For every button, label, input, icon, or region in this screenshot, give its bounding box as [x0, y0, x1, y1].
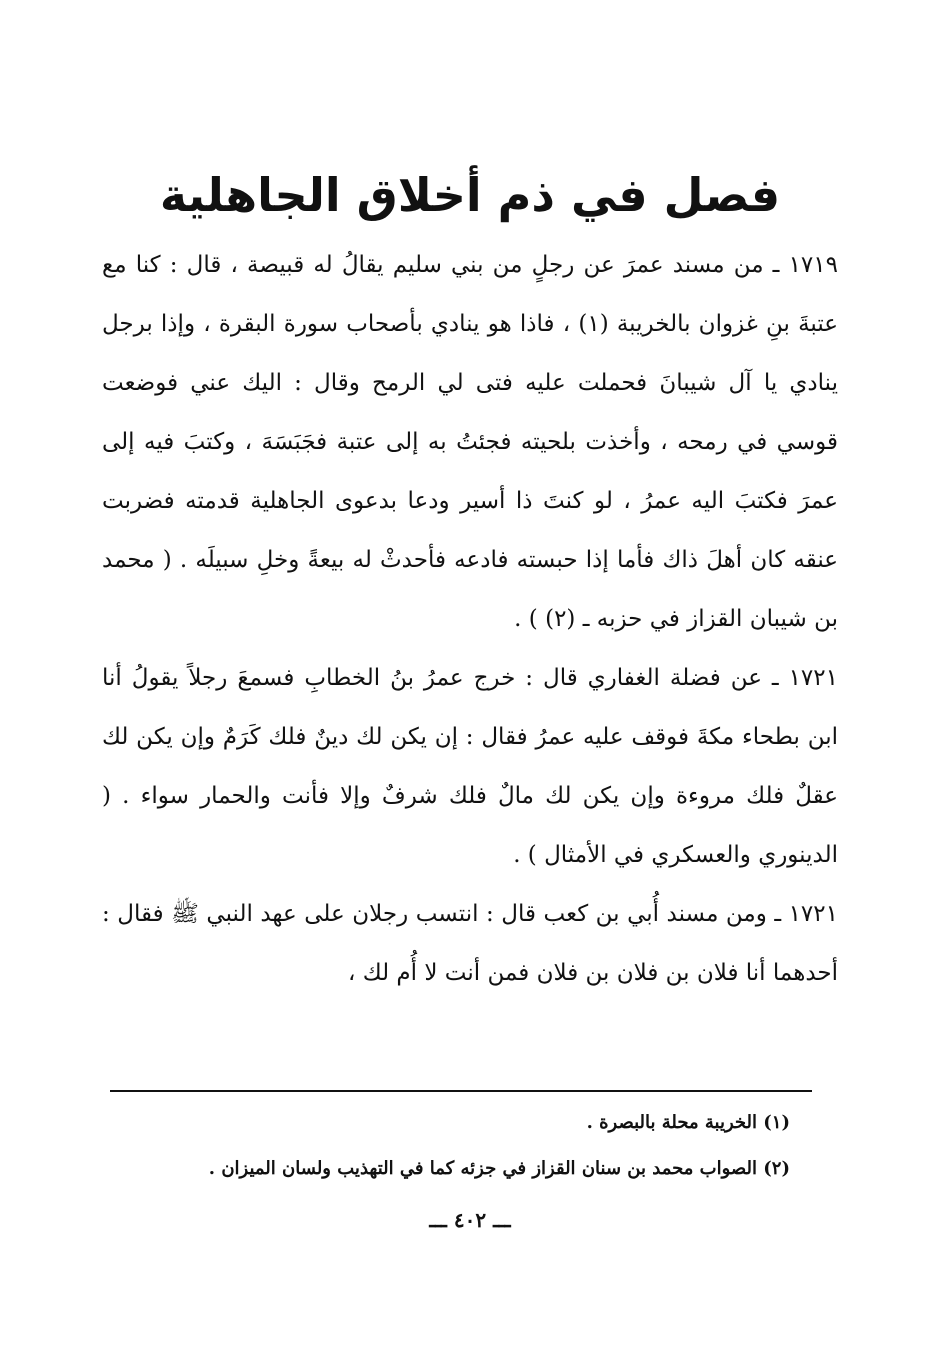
hadith-1721-fadala: ١٧٢١ ـ عن فضلة الغفاري قال : خرج عمرُ بنُ الخطابِ فسمعَ رجلاً يقولُ أنا ابن بطحاء مكةَ فوقف عليه عمرُ فقال : إن يكن لك دينٌ فلك كَرَمٌ وإن يكن لك عقلٌ فلك مروءة وإن يكن لك مالٌ فلك شرفٌ وإلا فأنت والحمار سواء . ( الدينوري والعسكري في الأمثال ) .: [102, 665, 838, 868]
main-text: [102, 236, 838, 1003]
footnote-2: (٢) الصواب محمد بن سنان القزاز في جزئه كما في التهذيب ولسان الميزان .: [208, 1158, 790, 1179]
footnote-divider: [110, 1090, 812, 1092]
hadith-1719: ١٧١٩ ـ من مسند عمرَ عن رجلٍ من بني سليم يقالُ له قبيصة ، قال : كنا مع عتبةَ بنِ غزوان بالخريبة (١) ، فاذا هو ينادي بأصحاب سورة البقرة ، وإذا برجل ينادي يا آل شيبانَ فحملت عليه فتى لي الرمح وقال : اليك عني فوضعت قوسي في رمحه ، وأخذت بلحيته فجئتُ به إلى عتبة فجَبَسَهَ ، وكتبَ فيه إلى عمرَ فكتبَ اليه عمرُ ، لو كنتَ ذا أسير ودعا بدعوى الجاهلية قدمته فضربت عنقه كان أهلَ ذاك فأما إذا حبسته فادعه فأحدثْ له بيعةً وخلِ سبيلَه . ( محمد بن شيبان القزاز في حزبه ـ (٢) ) .: [102, 252, 839, 632]
page-number: ـــ ٤٠٢ ـــ: [429, 1208, 511, 1232]
hadith-1721-ubayy: ١٧٢١ ـ ومن مسند أُبي بن كعب قال : انتسب رجلان على عهد النبي ﷺ فقال : أحدهما أنا فلان بن فلان بن فلان فمن أنت لا أُم لك ،: [102, 901, 838, 986]
footnotes: [110, 1100, 790, 1192]
chapter-title: فصل في ذم أخلاق الجاهلية: [159, 168, 781, 222]
footnote-1: (١) الخريبة محلة بالبصرة .: [586, 1112, 790, 1133]
